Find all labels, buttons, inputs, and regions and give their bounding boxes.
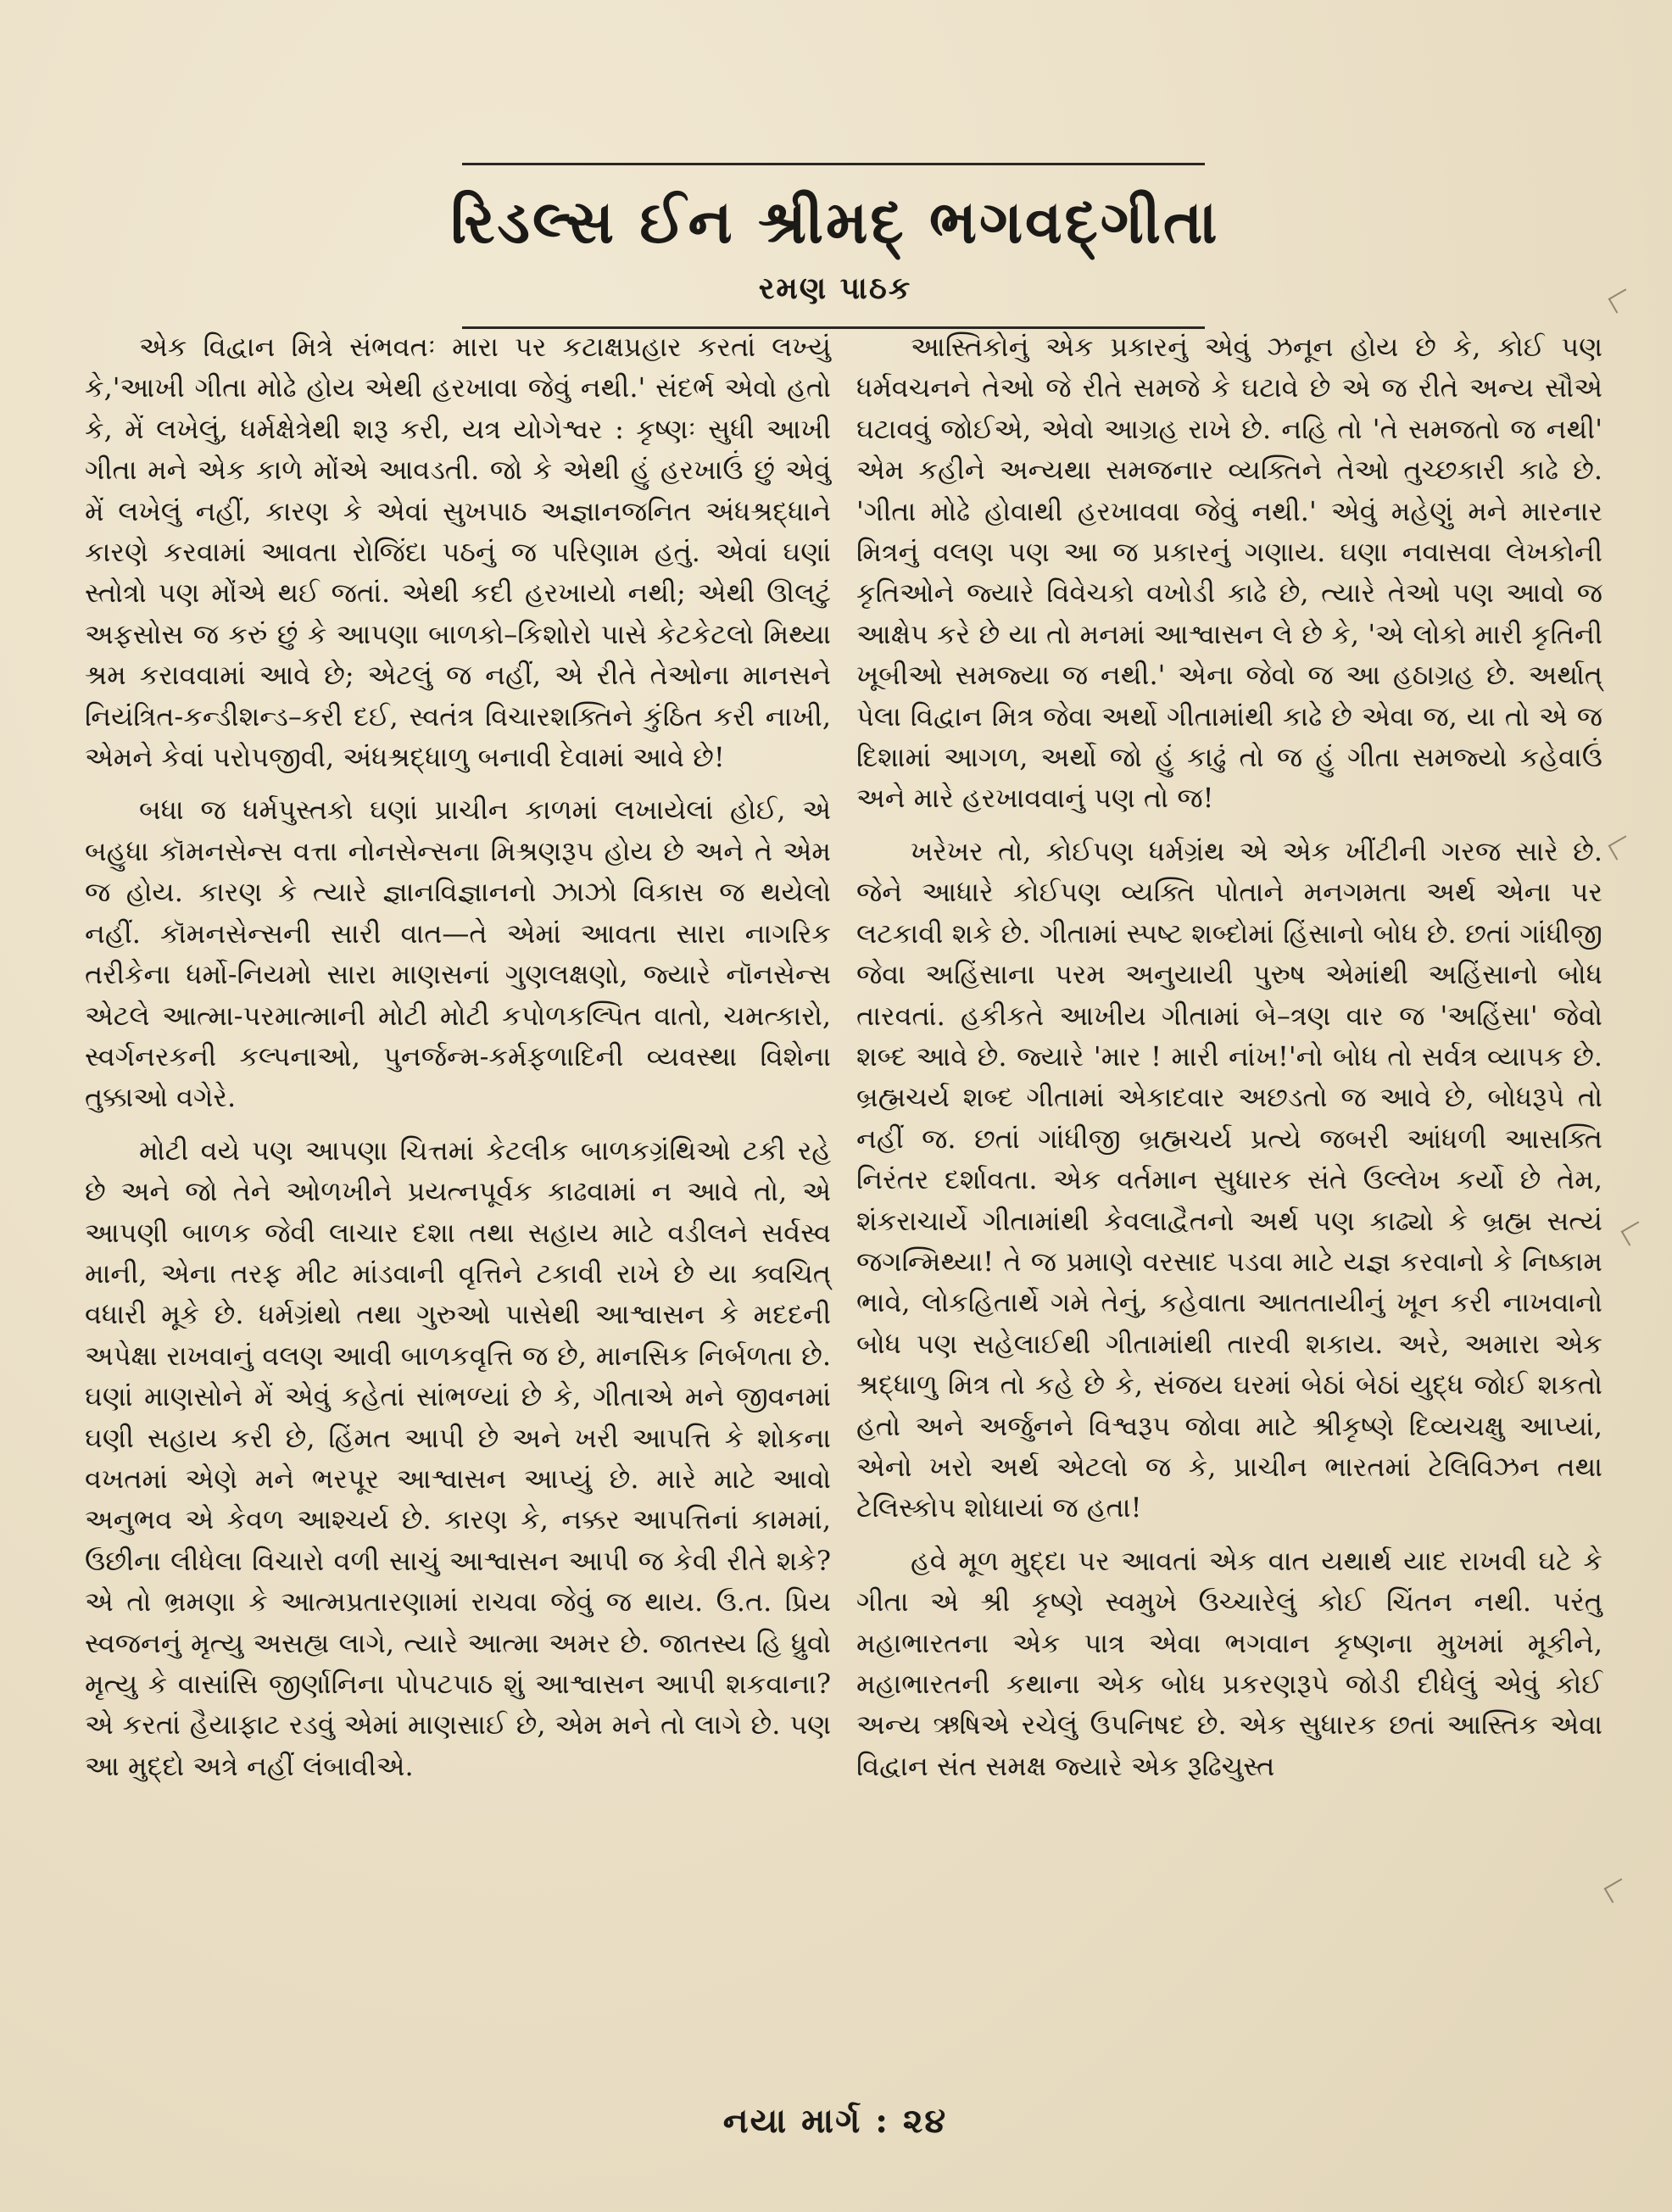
page-footer: નયા માર્ગ : ૨૪ (722, 2101, 948, 2141)
title-top-rule (462, 163, 1205, 165)
paragraph: બધા જ ધર્મપુસ્તકો ઘણાં પ્રાચીન કાળમાં લખાયેલાં હોઈ, એ બહુધા કૉમનસેન્સ વત્તા નોનસેન્સના મિશ્રણરૂપ હોય છે અને તે એમ જ હોય. કારણ કે ત્યારે જ્ઞાનવિજ્ઞાનનો ઝાઝો વિકાસ જ થયેલો નહીં. કૉમનસેન્સની સારી વાત—તે એમાં આવતા સારા નાગરિક તરીકેના ધર્મો-નિયમો સારા માણસનાં ગુણલક્ષણો, જ્યારે નૉનસેન્સ એટલે આત્મા-પરમાત્માની મોટી મોટી કપોળકલ્પિત વાતો, ચમત્કારો, સ્વર્ગનરકની કલ્પનાઓ, પુનર્જન્મ-કર્મફળાદિની વ્યવસ્થા વિશેના તુક્કાઓ વગેરે. (85, 794, 831, 1114)
paragraph: હવે મૂળ મુદ્દા પર આવતાં એક વાત યથાર્થ યાદ રાખવી ઘટે કે ગીતા એ શ્રી કૃષ્ણે સ્વમુખે ઉચ્ચારેલું કોઈ ચિંતન નથી. પરંતુ મહાભારતના એક પાત્ર એવા ભગવાન કૃષ્ણના મુખમાં મૂકીને, મહાભારતની કથાના એક બોધ પ્રકરણરૂપે જોડી દીધેલું એવું કોઈ અન્ય ઋષિએ રચેલું ઉપનિષદ છે. એક સુધારક છતાં આસ્તિક એવા વિદ્વાન સંત સમક્ષ જ્યારે એક રૂઢિચુસ્ત (856, 1544, 1602, 1782)
page-tear-mark (1608, 835, 1635, 860)
page-tear-mark (1621, 1221, 1647, 1245)
right-column (856, 326, 1602, 1798)
paragraph: આસ્તિકોનું એક પ્રકારનું એવું ઝનૂન હોય છે કે, કોઈ પણ ધર્મવચનને તેઓ જે રીતે સમજે કે ઘટાવે છે એ જ રીતે અન્ય સૌએ ઘટાવવું જોઈએ, એવો આગ્રહ રાખે છે. નહિ તો 'તે સમજતો જ નથી' એમ કહીને અન્યથા સમજનાર વ્યક્તિને તેઓ તુચ્છકારી કાઢે છે. 'ગીતા મોઢે હોવાથી હરખાવવા જેવું નથી.' એવું મહેણું મને મારનાર મિત્રનું વલણ પણ આ જ પ્રકારનું ગણાય. ઘણા નવાસવા લેખકોની કૃતિઓને જ્યારે વિવેચકો વખોડી કાઢે છે, ત્યારે તેઓ પણ આવો જ આક્ષેપ કરે છે યા તો મનમાં આશ્વાસન લે છે કે, 'એ લોકો મારી કૃતિની ખૂબીઓ સમજ્યા જ નથી.' એના જેવો જ આ હઠાગ્રહ છે. અર્થાત્ પેલા વિદ્વાન મિત્ર જેવા અર્થો ગીતામાંથી કાઢે છે એવા જ, યા તો એ જ દિશામાં આગળ, અર્થો જો હું કાઢું તો જ હું ગીતા સમજ્યો કહેવાઉં અને મારે હરખાવવાનું પણ તો જ! (856, 331, 1602, 815)
page-tear-mark (1604, 1878, 1630, 1903)
left-column (85, 326, 831, 1798)
paragraph: એક વિદ્વાન મિત્રે સંભવતઃ મારા પર કટાક્ષપ્રહાર કરતાં લખ્યું કે,'આખી ગીતા મોઢે હોય એથી હરખાવા જેવું નથી.' સંદર્ભ એવો હતો કે, મેં લખેલું, ધર્મક્ષેત્રેથી શરૂ કરી, યત્ર યોગેશ્વર : કૃષ્ણઃ સુધી આખી ગીતા મને એક કાળે મોંએ આવડતી. જો કે એથી હું હરખાઉં છું એવું મેં લખેલું નહીં, કારણ કે એવાં સુખપાઠ અજ્ઞાનજનિત અંધશ્રદ્ધાને કારણે કરવામાં આવતા રોજિંદા પઠનું જ પરિણામ હતું. એવાં ઘણાં સ્તોત્રો પણ મોંએ થઈ જતાં. એથી કદી હરખાયો નથી; એથી ઊલટું અફસોસ જ કરું છું કે આપણા બાળકો–કિશોરો પાસે કેટકેટલો મિથ્યા શ્રમ કરાવવામાં આવે છે; એટલું જ નહીં, એ રીતે તેઓના માનસને નિયંત્રિત-કન્ડીશન્ડ–કરી દઈ, સ્વતંત્ર વિચારશક્તિને કુંઠિત કરી નાખી, એમને કેવાં પરોપજીવી, અંધશ્રદ્ધાળુ બનાવી દેવામાં આવે છે! (85, 331, 831, 774)
paragraph: મોટી વયે પણ આપણા ચિત્તમાં કેટલીક બાળકગ્રંથિઓ ટકી રહે છે અને જો તેને ઓળખીને પ્રયત્નપૂર્વક કાઢવામાં ન આવે તો, એ આપણી બાળક જેવી લાચાર દશા તથા સહાય માટે વડીલને સર્વસ્વ માની, એના તરફ મીટ માંડવાની વૃત્તિને ટકાવી રાખે છે યા ક્વચિત્ વધારી મૂકે છે. ધર્મગ્રંથો તથા ગુરુઓ પાસેથી આશ્વાસન કે મદદની અપેક્ષા રાખવાનું વલણ આવી બાળકવૃત્તિ જ છે, માનસિક નિર્બળતા છે. ઘણાં માણસોને મેં એવું કહેતાં સાંભળ્યાં છે કે, ગીતાએ મને જીવનમાં ઘણી સહાય કરી છે, હિંમત આપી છે અને ખરી આપત્તિ કે શોકના વખતમાં એણે મને ભરપૂર આશ્વાસન આપ્યું છે. મારે માટે આવો અનુભવ એ કેવળ આશ્ચર્ય છે. કારણ કે, નક્કર આપત્તિનાં કામમાં, ઉછીના લીધેલા વિચારો વળી સાચું આશ્વાસન આપી જ કેવી રીતે શકે? એ તો ભ્રમણા કે આત્મપ્રતારણામાં રાચવા જેવું જ થાય. ઉ.ત. પ્રિય સ્વજનનું મૃત્યુ અસહ્ય લાગે, ત્યારે આત્મા અમર છે. જાતસ્ય હિ ધ્રુવો મૃત્યુ કે વાસાંસિ જીર્ણાનિના પોપટપાઠ શું આશ્વાસન આપી શકવાના? એ કરતાં હૈયાફાટ રડવું એમાં માણસાઈ છે, એમ મને તો લાગે છે. પણ આ મુદ્દો અત્રે નહીં લંબાવીએ. (85, 1134, 831, 1782)
article-author: રમણ પાઠક (758, 270, 912, 306)
article-title: રિડલ્સ ઈન શ્રીમદ્ ભગવદ્ગીતા (450, 187, 1220, 257)
page-tear-mark (1608, 288, 1635, 313)
paragraph: ખરેખર તો, કોઈપણ ધર્મગ્રંથ એ એક ખીંટીની ગરજ સારે છે. જેને આધારે કોઈપણ વ્યક્તિ પોતાને મનગમતા અર્થ એના પર લટકાવી શકે છે. ગીતામાં સ્પષ્ટ શબ્દોમાં હિંસાનો બોધ છે. છતાં ગાંધીજી જેવા અહિંસાના પરમ અનુયાયી પુરુષ એમાંથી અહિંસાનો બોધ તારવતાં. હકીકતે આખીય ગીતામાં બે–ત્રણ વાર જ 'અહિંસા' જેવો શબ્દ આવે છે. જ્યારે 'માર ! મારી નાંખ!'નો બોધ તો સર્વત્ર વ્યાપક છે. બ્રહ્મચર્ય શબ્દ ગીતામાં એકાદવાર અછડતો જ આવે છે, બોધરૂપે તો નહીં જ. છતાં ગાંધીજી બ્રહ્મચર્ય પ્રત્યે જબરી આંધળી આસક્તિ નિરંતર દર્શાવતા. એક વર્તમાન સુધારક સંતે ઉલ્લેખ કર્યો છે તેમ, શંકરાચાર્યે ગીતામાંથી કેવલાદ્વૈતનો અર્થ પણ કાઢ્યો કે બ્રહ્મ સત્યં જગન્મિથ્યા! તે જ પ્રમાણે વરસાદ પડવા માટે યજ્ઞ કરવાનો કે નિષ્કામ ભાવે, લોકહિતાર્થે ગમે તેનું, કહેવાતા આતતાયીનું ખૂન કરી નાખવાનો બોધ પણ સહેલાઈથી ગીતામાંથી તારવી શકાય. અરે, અમારા એક શ્રદ્ધાળુ મિત્ર તો કહે છે કે, સંજય ઘરમાં બેઠાં બેઠાં યુદ્ધ જોઈ શકતો હતો અને અર્જુનને વિશ્વરૂપ જોવા માટે શ્રીકૃષ્ણે દિવ્યચક્ષુ આપ્યાં, એનો ખરો અર્થ એટલો જ કે, પ્રાચીન ભારતમાં ટેલિવિઝન તથા ટેલિસ્કોપ શોધાયાં જ હતા! (856, 834, 1602, 1524)
